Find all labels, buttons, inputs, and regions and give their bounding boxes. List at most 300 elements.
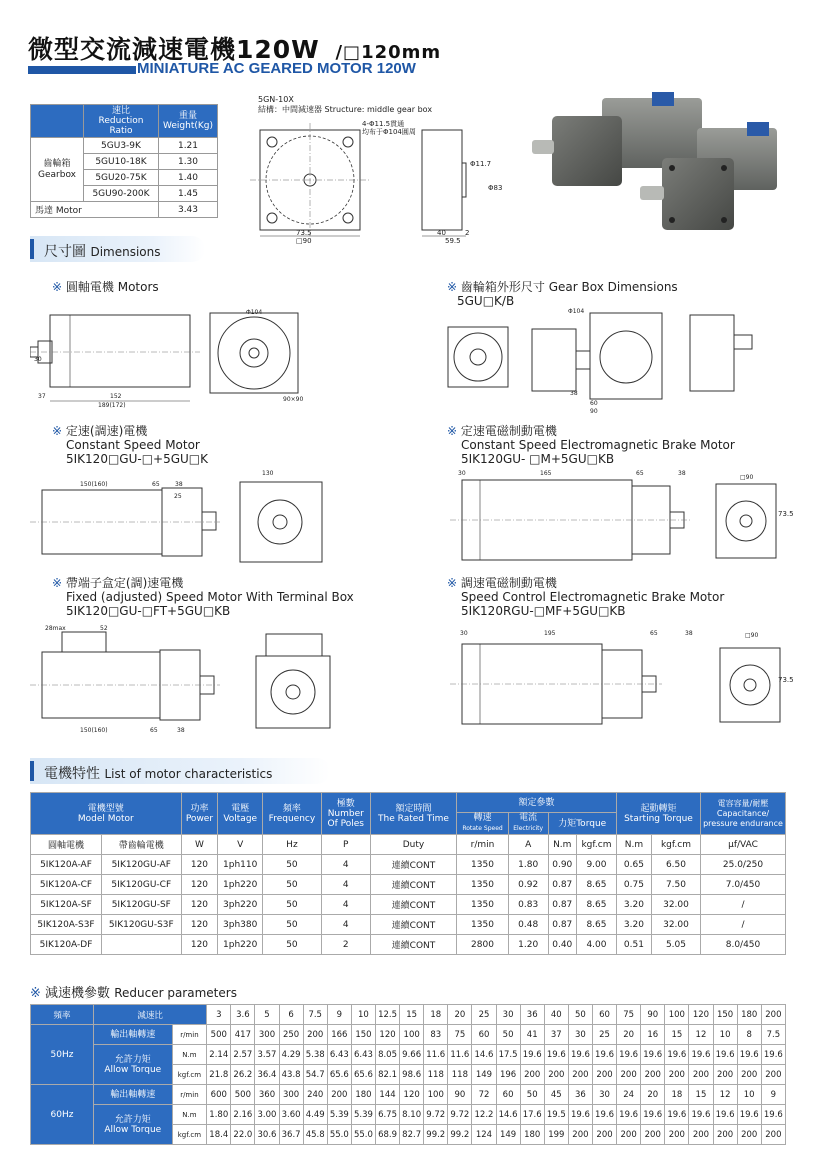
th-voltage <box>218 793 263 835</box>
table-cell: 50 <box>520 1085 544 1105</box>
table-cell: 82.7 <box>400 1125 424 1145</box>
label-cn: 定速電磁制動電機 <box>460 424 557 438</box>
table-cell: 19.6 <box>568 1045 592 1065</box>
th-cn: 電流 <box>519 813 538 823</box>
section-reducer <box>30 982 237 1001</box>
th-en: Frequency <box>268 813 316 824</box>
table-cell: 1.30 <box>159 154 218 170</box>
table-cell: 4.49 <box>303 1105 327 1125</box>
th-model <box>31 793 182 835</box>
table-cell: 5IK120A-DF <box>31 935 102 955</box>
table-cell: 120 <box>689 1005 713 1025</box>
table-cell: 36 <box>568 1085 592 1105</box>
th-cn: 額定時間 <box>395 803 432 814</box>
unit-cell: r/min <box>457 835 509 855</box>
gearbox-weight-table <box>30 104 218 218</box>
table-cell: 3 <box>207 1005 231 1025</box>
gearbox-model-note <box>258 95 432 115</box>
table-cell: 19.6 <box>592 1105 616 1125</box>
table-cell: 16 <box>641 1025 665 1045</box>
table-cell: 連續CONT <box>370 855 456 875</box>
table-cell: 83 <box>424 1025 448 1045</box>
table-cell: 12.5 <box>375 1005 399 1025</box>
table-cell: 120 <box>375 1025 399 1045</box>
table-cell: 連續CONT <box>370 935 456 955</box>
table-cell: 19.6 <box>713 1105 737 1125</box>
unit-cell: N.m <box>548 835 577 855</box>
table-cell: 15 <box>400 1005 424 1025</box>
table-cell: 196 <box>496 1065 520 1085</box>
table-cell: 50 <box>263 895 322 915</box>
page-subtitle: MINIATURE AC GEARED MOTOR 120W <box>137 60 416 77</box>
table-cell: 180 <box>520 1125 544 1145</box>
th-freq <box>263 793 322 835</box>
table-cell: 19.6 <box>761 1105 785 1125</box>
table-cell: 8.0/450 <box>701 935 786 955</box>
section-title-cn: 減速機參數 <box>45 986 111 1001</box>
table-cell: 200 <box>761 1005 785 1025</box>
th-en: Number Of Poles <box>327 808 364 829</box>
table-cell: 300 <box>255 1025 279 1045</box>
motor-rows <box>31 855 786 955</box>
dim-t52: 52 <box>100 625 108 632</box>
table-cell: 5.38 <box>303 1045 327 1065</box>
table-cell: 5GU10-18K <box>84 154 159 170</box>
table-row <box>31 875 786 895</box>
dim-30: 30 <box>34 356 42 363</box>
gearbox-label-en: Gearbox <box>38 169 76 180</box>
th-en: Electricity <box>513 825 544 832</box>
table-cell: 250 <box>279 1025 303 1045</box>
table-cell: 500 <box>231 1085 255 1105</box>
label-cn: 帶端子盒定(調)速電機 <box>65 576 184 590</box>
table-cell: 120 <box>400 1085 424 1105</box>
unit-cell: Hz <box>263 835 322 855</box>
th-en: Voltage <box>223 813 258 824</box>
table-cell: 240 <box>303 1085 327 1105</box>
table-cell: kgf.cm <box>172 1125 207 1145</box>
th-cn: 極數 <box>336 798 355 809</box>
table-cell: 200 <box>761 1065 785 1085</box>
table-cell: 41 <box>520 1025 544 1045</box>
label-speed-brake <box>447 576 724 618</box>
reducer-body <box>31 1005 786 1145</box>
table-cell: 輸出軸轉速 <box>94 1085 173 1105</box>
table-cell: 200 <box>617 1125 641 1145</box>
hole-note-1: 4-Φ11.5貫通 <box>362 120 405 128</box>
table-cell: r/min <box>172 1025 207 1045</box>
table-cell: 4 <box>321 855 370 875</box>
table-cell: 5IK120GU-S3F <box>101 915 181 935</box>
table-cell: 45.8 <box>303 1125 327 1145</box>
table-cell: 19.6 <box>737 1105 761 1125</box>
table-cell: 200 <box>761 1125 785 1145</box>
dim-g90: 90 <box>590 408 598 415</box>
th-torque: 力矩Torque <box>548 813 616 835</box>
gearbox-dims-drawing <box>440 305 770 415</box>
dim-b30: 30 <box>458 470 466 477</box>
th-cn: 功率 <box>190 803 209 814</box>
table-cell: 8.05 <box>375 1045 399 1065</box>
table-cell: 3.20 <box>616 895 651 915</box>
table-cell: 4 <box>321 895 370 915</box>
dim-595: 59.5 <box>445 237 461 245</box>
table-cell: N.m <box>172 1045 207 1065</box>
table-cell: 19.6 <box>544 1045 568 1065</box>
table-cell: 3ph220 <box>218 895 263 915</box>
dim-g60: 60 <box>590 400 598 407</box>
dim-104: Φ104 <box>246 309 263 316</box>
table-cell: 200 <box>544 1065 568 1085</box>
table-cell: 200 <box>641 1125 665 1145</box>
brake-drawing <box>450 470 790 575</box>
label-model: 5IK120GU- □M+5GU□KB <box>461 452 615 466</box>
table-cell: 200 <box>665 1125 689 1145</box>
unit-cell: Duty <box>370 835 456 855</box>
table-cell: 6.43 <box>327 1045 351 1065</box>
dim-s735: 73.5 <box>778 676 794 684</box>
table-cell: 17.5 <box>496 1045 520 1065</box>
table-cell: 50 <box>496 1025 520 1045</box>
table-cell: 90 <box>448 1085 472 1105</box>
unit-cell: kgf.cm <box>577 835 617 855</box>
table-cell: 144 <box>375 1085 399 1105</box>
table-cell: 60 <box>592 1005 616 1025</box>
dim-b38: 38 <box>678 470 686 477</box>
table-cell: 5GU20-75K <box>84 170 159 186</box>
table-cell: 45 <box>544 1085 568 1105</box>
label-en: Motors <box>117 280 159 294</box>
table-cell: 19.6 <box>665 1105 689 1125</box>
table-cell: 149 <box>496 1125 520 1145</box>
table-cell: 18 <box>424 1005 448 1025</box>
table-cell: 100 <box>665 1005 689 1025</box>
dim-t28: 28max <box>45 625 66 632</box>
dim-g104: Φ104 <box>568 308 585 315</box>
table-cell: 10 <box>713 1025 737 1045</box>
table-cell: 5 <box>255 1005 279 1025</box>
dim-s38: 38 <box>685 630 693 637</box>
col-weight <box>159 105 218 138</box>
table-cell: 180 <box>737 1005 761 1025</box>
table-cell <box>101 935 181 955</box>
table-cell: 1ph220 <box>218 875 263 895</box>
table-cell: 600 <box>207 1085 231 1105</box>
table-cell: 50 <box>263 855 322 875</box>
torque-label-cn: 允許力矩 <box>114 1114 151 1125</box>
table-cell: 0.65 <box>616 855 651 875</box>
table-cell: 36.7 <box>279 1125 303 1145</box>
table-cell: 124 <box>472 1125 496 1145</box>
table-cell: 19.6 <box>737 1045 761 1065</box>
table-cell: 60Hz <box>31 1085 94 1145</box>
label-en: Fixed (adjusted) Speed Motor With Terminal Box <box>66 590 354 604</box>
table-cell: 9.72 <box>424 1105 448 1125</box>
table-cell: 200 <box>737 1125 761 1145</box>
table-cell: 9 <box>761 1085 785 1105</box>
table-cell: 1.40 <box>159 170 218 186</box>
dim-t38: 38 <box>177 727 185 734</box>
units-row <box>31 835 786 855</box>
table-cell: 9.00 <box>577 855 617 875</box>
table-cell: 6.75 <box>375 1105 399 1125</box>
dim-117: Φ11.7 <box>470 160 492 168</box>
table-cell: 7.5 <box>303 1005 327 1025</box>
table-corner <box>31 105 84 138</box>
table-cell: 19.6 <box>592 1045 616 1065</box>
table-cell: 200 <box>592 1125 616 1145</box>
table-cell: 99.2 <box>448 1125 472 1145</box>
table-cell: 200 <box>713 1125 737 1145</box>
label-model: 5IK120□GU-□+5GU□K <box>66 452 209 466</box>
table-cell: 2.57 <box>231 1045 255 1065</box>
table-cell: 22.0 <box>231 1125 255 1145</box>
label-star: ※ <box>52 280 63 294</box>
label-cn: 圓軸電機 <box>65 280 114 294</box>
dim-b65: 65 <box>636 470 644 477</box>
table-cell: 82.1 <box>375 1065 399 1085</box>
table-cell: 5IK120GU-CF <box>101 875 181 895</box>
unit-cell: μf/VAC <box>701 835 786 855</box>
table-cell: 9 <box>327 1005 351 1025</box>
table-cell: 0.83 <box>508 895 548 915</box>
table-cell: 50Hz <box>31 1025 94 1085</box>
table-cell: 6 <box>279 1005 303 1025</box>
dim-83: Φ83 <box>488 184 503 192</box>
dim-t65: 65 <box>150 727 158 734</box>
dim-b90: □90 <box>740 474 754 481</box>
table-cell: 2 <box>321 935 370 955</box>
table-cell: 75 <box>448 1025 472 1045</box>
label-cn: 定速(調速)電機 <box>65 424 148 438</box>
table-cell: 連續CONT <box>370 895 456 915</box>
label-brake <box>447 424 735 466</box>
table-cell: 頻率 <box>31 1005 94 1025</box>
table-cell: 120 <box>181 935 218 955</box>
gearbox-front-drawing <box>250 118 503 248</box>
dim-735: 73.5 <box>296 229 312 237</box>
label-cn: 調速電磁制動電機 <box>460 576 557 590</box>
table-cell: 1350 <box>457 915 509 935</box>
table-row <box>31 1045 786 1065</box>
table-cell: 180 <box>351 1085 375 1105</box>
table-cell: 4.29 <box>279 1045 303 1065</box>
unit-cell: N.m <box>616 835 651 855</box>
label-model: 5IK120RGU-□MF+5GU□KB <box>461 604 626 618</box>
table-cell: 100 <box>400 1025 424 1045</box>
table-cell: 5IK120GU-SF <box>101 895 181 915</box>
table-cell: 1350 <box>457 875 509 895</box>
section-bar <box>30 761 34 781</box>
th-cn: 電容容量/耐壓 <box>717 798 769 808</box>
th-cap <box>701 793 786 835</box>
dim-37: 37 <box>38 393 46 400</box>
table-cell: 10 <box>737 1085 761 1105</box>
unit-cell: 圓軸電機 <box>31 835 102 855</box>
table-cell: 20 <box>641 1085 665 1105</box>
motor-product-photo <box>532 88 782 253</box>
table-cell: 10 <box>351 1005 375 1025</box>
table-cell: 200 <box>689 1125 713 1145</box>
label-model: 5IK120□GU-□FT+5GU□KB <box>66 604 231 618</box>
table-cell: 50 <box>263 875 322 895</box>
table-cell: 12 <box>689 1025 713 1045</box>
table-cell: 118 <box>448 1065 472 1085</box>
table-cell: 200 <box>592 1065 616 1085</box>
table-row <box>31 1085 786 1105</box>
table-cell: 0.48 <box>508 915 548 935</box>
table-cell: 0.90 <box>548 855 577 875</box>
table-cell: 12.2 <box>472 1105 496 1125</box>
table-cell: 1.45 <box>159 186 218 202</box>
dim-b165: 165 <box>540 470 552 477</box>
table-cell: 25.0/250 <box>701 855 786 875</box>
table-cell: 1.20 <box>508 935 548 955</box>
table-cell: 4 <box>321 875 370 895</box>
section-title-cn: 電機特性 <box>44 766 100 782</box>
gearbox-structure: 結構：中間減速器 Structure: middle gear box <box>258 105 433 114</box>
section-dimensions <box>30 236 205 262</box>
speed-brake-drawing <box>450 628 790 736</box>
table-cell: 65.6 <box>351 1065 375 1085</box>
table-cell: 50 <box>263 915 322 935</box>
table-cell: 200 <box>617 1065 641 1085</box>
table-cell: 1ph110 <box>218 855 263 875</box>
section-title-en: Dimensions <box>90 245 161 259</box>
table-cell: 1.80 <box>508 855 548 875</box>
table-cell: 7.50 <box>651 875 700 895</box>
table-cell: 32.00 <box>651 895 700 915</box>
table-cell: 17.6 <box>520 1105 544 1125</box>
table-cell: 11.6 <box>448 1045 472 1065</box>
table-cell: 55.0 <box>327 1125 351 1145</box>
table-cell: 50 <box>263 935 322 955</box>
table-cell: 75 <box>617 1005 641 1025</box>
label-star: ※ <box>447 280 458 294</box>
table-cell: 120 <box>181 875 218 895</box>
unit-cell: W <box>181 835 218 855</box>
table-row <box>31 1025 786 1045</box>
table-cell: 120 <box>181 855 218 875</box>
table-cell: 連續CONT <box>370 915 456 935</box>
table-cell: 120 <box>181 915 218 935</box>
table-cell: 100 <box>424 1085 448 1105</box>
reducer-header-row <box>31 1005 786 1025</box>
table-cell: 5.05 <box>651 935 700 955</box>
table-cell: 1ph220 <box>218 935 263 955</box>
dim-b735: 73.5 <box>778 510 794 518</box>
table-cell: 3.60 <box>279 1105 303 1125</box>
table-cell: 減速比 <box>94 1005 207 1025</box>
label-en: Gear Box Dimensions <box>548 280 678 294</box>
table-cell: 150 <box>713 1005 737 1025</box>
motor-label: 馬達 Motor <box>31 202 159 218</box>
th-cn: 轉速 <box>473 813 492 823</box>
label-en: Constant Speed Electromagnetic Brake Motor <box>461 438 735 452</box>
table-cell: 4.00 <box>577 935 617 955</box>
table-cell: 19.6 <box>617 1045 641 1065</box>
table-row <box>31 1105 786 1125</box>
table-cell: 0.92 <box>508 875 548 895</box>
title-size: /□120mm <box>335 42 442 63</box>
table-cell: 19.6 <box>761 1045 785 1065</box>
th-current <box>508 813 548 835</box>
table-cell: 8.65 <box>577 875 617 895</box>
unit-cell: A <box>508 835 548 855</box>
table-cell: 40 <box>544 1005 568 1025</box>
table-cell: 5.39 <box>327 1105 351 1125</box>
table-cell: 199 <box>544 1125 568 1145</box>
table-cell: 19.5 <box>544 1105 568 1125</box>
table-cell: 200 <box>713 1065 737 1085</box>
table-cell: 90 <box>641 1005 665 1025</box>
table-cell: 166 <box>327 1025 351 1045</box>
table-cell: 15 <box>689 1085 713 1105</box>
th-cn: 電機型號 <box>87 803 124 814</box>
table-cell: 19.6 <box>689 1105 713 1125</box>
table-cell <box>94 1045 173 1085</box>
table-cell: 200 <box>568 1125 592 1145</box>
table-cell: 0.51 <box>616 935 651 955</box>
col-ratio-cn: 速比 <box>111 106 130 116</box>
table-cell: 19.6 <box>689 1045 713 1065</box>
table-cell: 8.65 <box>577 895 617 915</box>
table-cell: 36 <box>520 1005 544 1025</box>
th-en: Capacitance/ pressure endurance <box>703 808 783 828</box>
table-cell: 8.10 <box>400 1105 424 1125</box>
table-cell: 54.7 <box>303 1065 327 1085</box>
section-title-en: List of motor characteristics <box>104 767 273 781</box>
table-cell: 25 <box>592 1025 616 1045</box>
table-cell: 200 <box>327 1085 351 1105</box>
dim-c25: 25 <box>174 493 182 500</box>
table-cell: 5IK120A-AF <box>31 855 102 875</box>
th-cn: 頻率 <box>282 803 301 814</box>
section-characteristics <box>30 758 330 784</box>
table-cell: 19.6 <box>617 1105 641 1125</box>
dim-c65: 65 <box>152 481 160 488</box>
table-cell: 37 <box>544 1025 568 1045</box>
table-cell: 19.6 <box>641 1045 665 1065</box>
section-title-en: Reducer parameters <box>114 986 237 1000</box>
table-cell: / <box>701 895 786 915</box>
table-cell: 118 <box>424 1065 448 1085</box>
table-cell: 98.6 <box>400 1065 424 1085</box>
table-cell: 9.72 <box>448 1105 472 1125</box>
table-cell: 60 <box>496 1085 520 1105</box>
section-bar <box>30 239 34 259</box>
label-model: 5GU□K/B <box>457 294 515 308</box>
table-cell: 68.9 <box>375 1125 399 1145</box>
table-cell: 43.8 <box>279 1065 303 1085</box>
table-cell: 360 <box>255 1085 279 1105</box>
table-cell: 50 <box>568 1005 592 1025</box>
terminal-drawing <box>30 628 410 736</box>
table-cell: 5.39 <box>351 1105 375 1125</box>
table-cell: 3.57 <box>255 1045 279 1065</box>
table-cell: 30 <box>568 1025 592 1045</box>
table-cell: 3.00 <box>255 1105 279 1125</box>
dim-40: 40 <box>437 229 446 237</box>
table-cell: 150 <box>351 1025 375 1045</box>
dim-c150: 150(160) <box>80 481 108 488</box>
dim-152: 152 <box>110 393 122 400</box>
table-cell: 120 <box>181 895 218 915</box>
label-star: ※ <box>447 576 458 590</box>
th-en: Model Motor <box>77 813 134 824</box>
dim-s195: 195 <box>544 630 556 637</box>
table-cell: 5IK120GU-AF <box>101 855 181 875</box>
